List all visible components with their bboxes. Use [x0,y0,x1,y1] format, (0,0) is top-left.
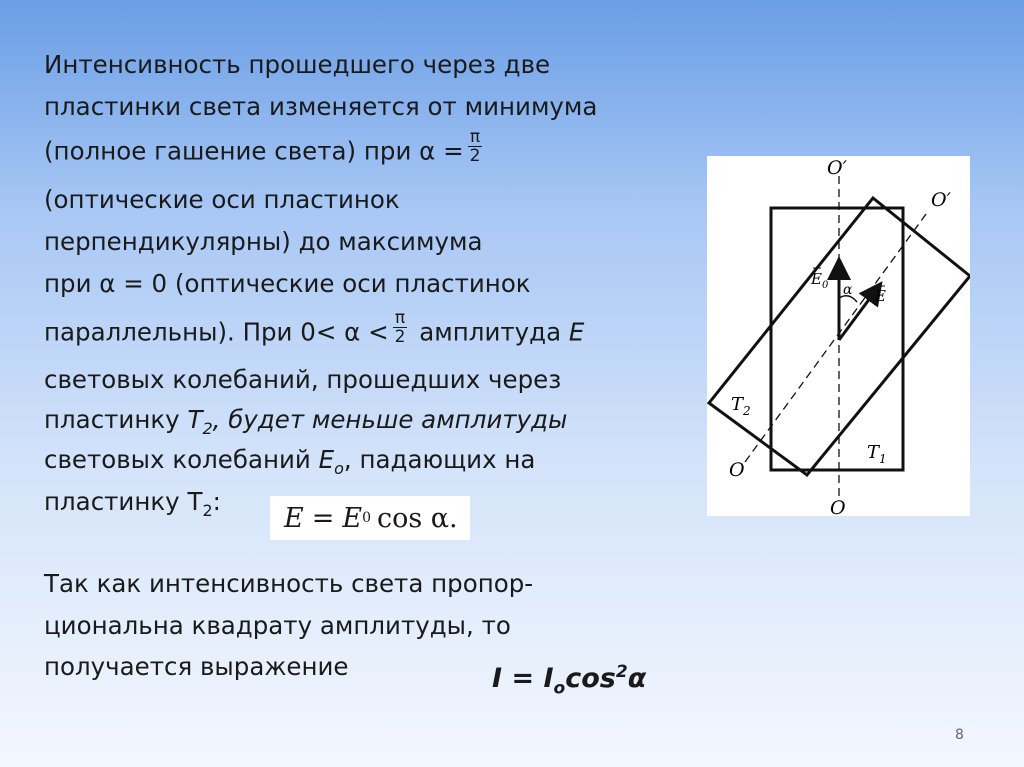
label-e0-letter: E [811,270,822,288]
formula-equals: = [311,502,335,534]
amplitude-symbol: E [568,317,585,347]
intensity-cos-sup: 2 [615,662,628,682]
intensity-equals: = [502,663,544,694]
fraction-numerator: π [468,128,483,147]
e0-subscript: o [334,458,344,478]
label-e0-sub: 0 [821,280,829,291]
formula-e0: E [342,502,363,534]
formula-rhs: cos α. [376,502,458,534]
label-o-prime-top: O′ [827,157,847,179]
label-t1-sub: 1 [879,452,887,466]
text-line-10-b: , падающих на [343,445,536,474]
text-line-7-a: параллельны). При 0< α < [44,317,389,347]
text-line-1: Интенсивность прошедшего через две [44,50,551,79]
plate-t1-outline [771,208,903,470]
e0-letter: E [318,445,335,474]
text-line-10-a: световых колебаний [44,445,311,474]
fraction-denominator: 2 [469,146,481,166]
fraction-denominator: 2 [394,327,406,347]
axis-oo-tilted [745,210,929,462]
page-number: 8 [955,727,964,743]
label-t2-sub: 2 [743,404,751,418]
text-line-9 [44,405,567,444]
text-line-7-b: амплитуда [419,317,562,347]
plate-subscript: 2 [202,418,213,438]
formula-e0-sub: 0 [362,510,371,526]
text-line-12: Так как интенсивность света пропор- [44,569,534,598]
text-line-11-sub: 2 [202,500,213,520]
intensity-alpha: α [627,663,647,694]
intensity-i: I [492,663,503,694]
amplitude-formula [270,496,470,540]
diagram-svg [707,156,970,516]
label-o-prime-right: O′ [931,189,951,211]
pi-over-2-fraction [468,128,483,165]
label-t1 [867,442,887,466]
label-e: E [875,287,886,305]
amplitude-e0-symbol [318,445,344,478]
text-line-4: (оптические оси пластинок [44,185,400,214]
text-line-13: циональна квадрату амплитуды, то [44,611,511,640]
intensity-i0-sub: o [553,678,566,699]
text-line-3-text: (полное гашение света) при α = [44,136,464,166]
text-line-14: получается выражение [44,652,349,681]
text-line-11 [44,487,221,526]
label-o-bottom: O [830,497,846,516]
text-line-11-a: пластинку T [44,487,203,516]
pi-over-2-fraction [393,309,408,346]
label-o-left: O [729,459,745,481]
text-line-8: световых колебаний, прошедших через [44,365,562,394]
plate-letter: T [187,405,203,434]
text-line-7 [44,308,585,352]
text-line-9-b: , будет меньше амплитуды [212,405,568,434]
plate-symbol [187,405,213,438]
label-e0 [810,270,829,291]
label-alpha: α [843,282,853,298]
text-line-9-a: пластинку [44,405,180,434]
intensity-cos: cos [565,663,616,694]
intensity-formula [492,662,646,698]
label-t1-letter: T [867,442,880,463]
label-t2-letter: T [731,394,744,415]
intensity-i0: I [543,663,554,694]
text-line-11-b: : [212,487,221,516]
text-line-6: при α = 0 (оптические оси пластинок [44,269,531,298]
label-t2 [731,394,751,418]
text-line-5: перпендикулярны) до максимума [44,227,483,256]
text-line-3 [44,127,486,171]
formula-lhs: E [284,502,304,534]
fraction-numerator: π [393,309,408,328]
polarizer-plates-diagram [707,156,970,516]
text-line-2: пластинки света изменяется от минимума [44,92,598,121]
text-line-10 [44,445,535,484]
